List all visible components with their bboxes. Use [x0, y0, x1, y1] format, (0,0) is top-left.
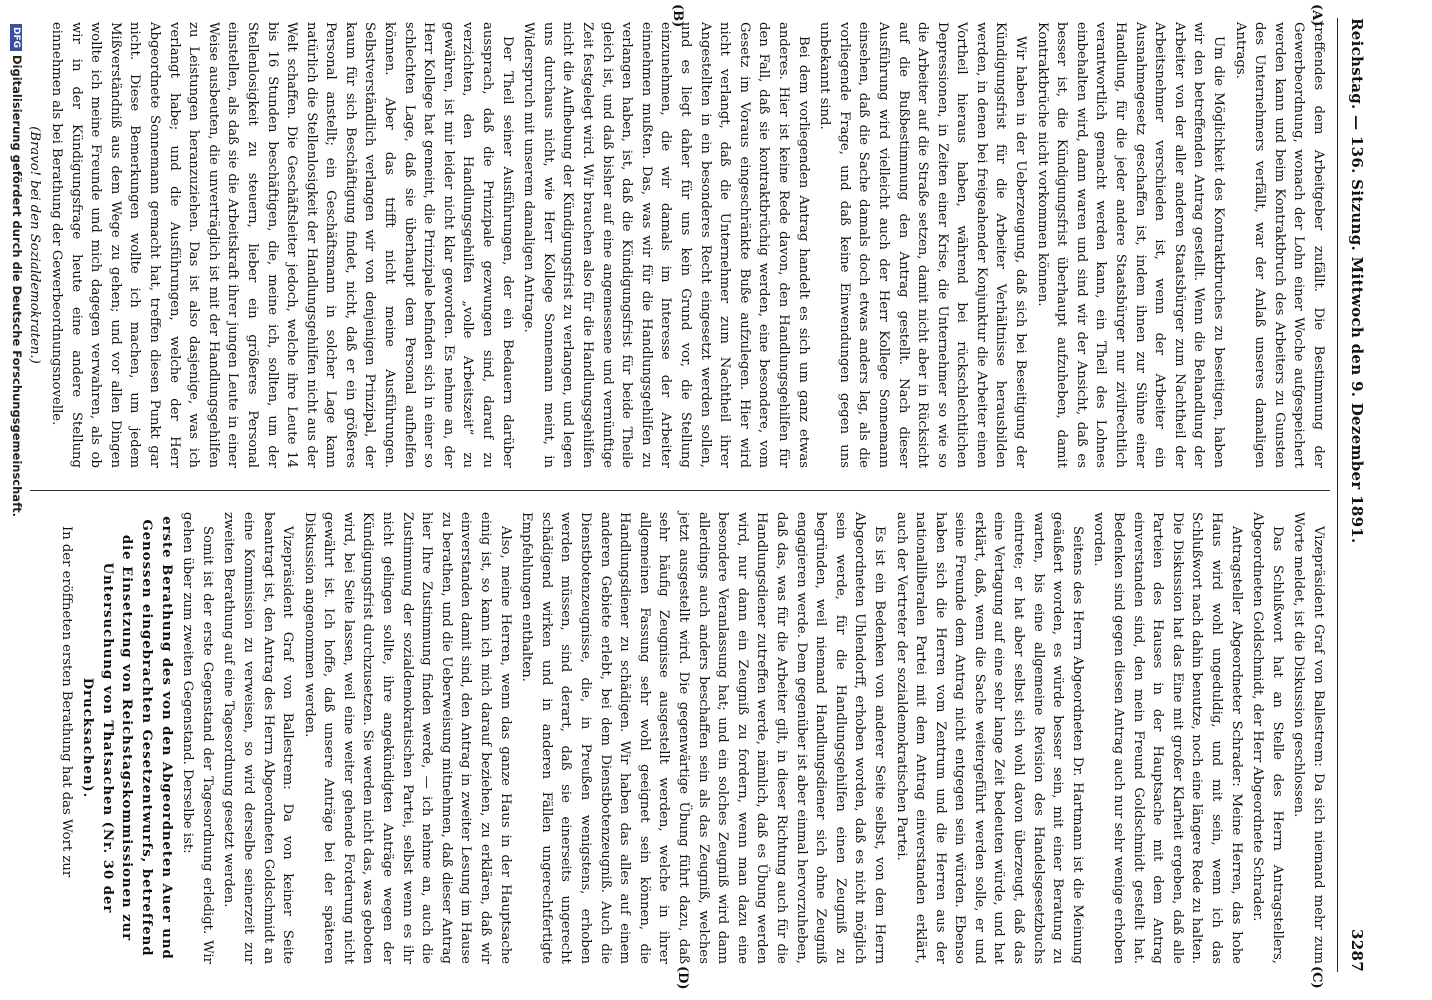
paragraph: Der Theil seiner Ausführungen, der ein Bedauern darüber aussprach, daß die Prinzipale gezwungen sind, darauf zu verzichten, den Handlungsgehilfen „volle Arbeitszeit“ zu gewähren, ist mir leider nicht klar geworden. Es nehme an, der Herr Kollege hat gemeint, die Prinzipale befinden sich in einer so schlechten Lage, daß sie überhaupt dem Personal aufhelfen können. Aber das trifft nicht meine Ausführungen. Selbstverständlich verlangen wir von denjenigen Prinzipal, der kaum für sich Beschäftigung findet, nicht, daß er ein größeres Personal anstellt; ein Geschäftsmann in solcher Lage kann natürlich die Stellenlosigkeit der Handlungsgehilfen nicht aus der Welt schaffen. Die Geschäftsleiter jedoch, welche ihre Leute 14 bis 16 Stunden beschäftigen, die, meine ich, sollten, um der Stellenlosigkeit zu steuern, lieber ein größeres Personal einstellen, als daß sie die Arbeitskraft ihrer jungen Leute in einer Weise ausbeuten, die unverträglich ist mit der Handlungsgehilfen zu Leistungen heranzuziehen. Das ist also dasjenige, was ich verlangt habe; und die Ausführungen, welche der Herr Abgeordnete Sonnemann gemacht hat, treffen diesen Punkt gar nicht. Diese Bemerkungen wollte ich machen, um jedem Mißverständniß aus dem Wege zu gehen; und vor allen Dingen wollte ich meine Freunde und mich dagegen verwahren, als ob wir in der Kündigungsfrage heute eine andere Stellung einnehmen als bei Berathung der Gewerbeordnungsnovelle. [49, 22, 515, 468]
paragraph: treffendes dem Arbeitgeber zufällt. Die Bestimmung der Gewerbeordnung, wonach der Lohn einer Woche aufgespeichert werden kann und beim Kontraktbruch des Arbeiters zu Gunsten des Unternehmers verfällt, war der Anlaß unseres damaligen Antrags. [1232, 22, 1326, 468]
paragraph: Das Schlußwort hat an Stelle des Herrn Antragstellers, Abgeordneten Goldschmidt, der Herr Abgeordnete Schrader. [1250, 512, 1285, 964]
paragraph: Vizepräsident Graf von Ballestrem: Da von keiner Seite beantragt ist, den Antrag des Herrn Abgeordneten Goldschmidt an eine Kommission zu verweisen, so wird derselbe seinerzeit zur zweiten Berathung auf eine Tagesordnung gesetzt werden. [221, 512, 296, 964]
margin-mark-c: (C) [1309, 966, 1324, 989]
margin-mark-b: (B) [670, 4, 685, 28]
margin-mark-d: (D) [675, 966, 690, 990]
funding-text: Digitalisierung gefördert durch die Deutsche Forschungsgemeinschaft. [10, 55, 24, 517]
right-column [38, 512, 1328, 964]
page-number: 3287 [1348, 929, 1366, 972]
running-head: Reichstag. — 136. Sitzung. Mittwoch den 9. Dezember 1891. [1348, 18, 1366, 544]
paragraph: Also, meine Herren, wenn das ganze Haus in der Hauptsache einig ist, so kann ich mich darauf beziehen, zu erklären, daß wir einverstanden damit sind, den Antrag in zweiter Lesung im Hause zu berathen, und die Ueberweisung mitnehmen, daß dieser Antrag hier Ihre Zustimmung finden werde, — ich nehme an, auch die Zustimmung der sozialdemokratischen Partei, selbst wenn es ihr nicht gelingen sollte, ihre angekündigten Anträge wegen der Kündigungsfrist durchzusetzen. Sie werden nicht das, was geboten wird, bei Seite lassen, weil eine weiter gehende Forderung nicht gewährt ist. Ich hoffe, daß unsere Anträge bei der späteren Diskussion angenommen werden. [301, 512, 513, 964]
margin-mark-a: (A) [1309, 4, 1324, 27]
left-column [27, 22, 1328, 468]
paragraph: Es ist ein Bedenken von anderer Seite selbst, von dem Herrn Abgeordneten Uhlendorff, erhoben worden, daß es nicht möglich sein werde, für die Handlungsgehilfen einen Zeugniß zu begründen, weil niemand Handlungsdiener sich ohne Zeugniß engagieren werde. Dem gegenüber ist aber einmal hervorzuheben, daß das, was für die Arbeiter gilt, in dieser Richtung auch für die Handlungsdiener zutreffen werde, nämlich, daß es Übung werden wird, nur dann ein Zeugniß zu fordern, wenn man dazu eine besondere Veranlassung hat; und ein solches Zeugniß wird dann allerdings auch anders beschaffen sein als das Zeugniß, welches jetzt ausgestellt wird. Die gegenwärtige Übung führt dazu, daß sehr häufig Zeugnisse ausgestellt werden, welche in ihrer allgemeinen Fassung sehr wohl geeignet sein können, die Handlungsdiener zu schädigen. Wir haben das alles auf einem anderen Gebiete erlebt, bei dem Dienstbotenzeugniß. Auch die Dienstbotenzeugnisse, die, in Preußen wenigstens, erhoben werden müssen, sind derart, daß sie einerseits ungerecht schädigend wirken und in anderen Fällen ungerechtfertigte Empfehlungen enthalten. [519, 512, 887, 964]
paragraph: Bei dem vorliegenden Antrag handelt es sich um ganz etwas anderes. Hier ist keine Rede davon, den Handlungsgehilfen für den Fall, daß sie kontraktbrüchig werden, eine besondere, vom Gesetz im Voraus eingeschränkte Buße aufzulegen. Hier wird nicht verlangt, daß die Unternehmer zum Nachtheil ihrer Angestellten in ein besonderes Recht eingesetzt werden sollen, und es liegt daher für uns kein Grund vor, die Stellung einzunehmen, die wir damals im Interesse der Arbeiter einnehmen mußten. Das, was wir für die Handlungsgehilfen zu verlangen haben, ist, daß die Kündigungsfrist für beide Theile gleich ist, und daß bisher auf eine angemessene und vernünftige Zeit festgelegt wird. Wir brauchen also für die Handlungsgehilfen nicht die Aufhebung der Kündigungsfrist zu verlangen, und legen uns durchaus nicht, wie Herr Kollege Sonnemann meint, in Widerspruch mit unserem damaligen Antrage. [521, 22, 811, 468]
paragraph: Seitens des Herrn Abgeordneten Dr. Hartmann ist die Meinung geäußert worden, es würde besser sein, mit einer Beratung zu warten, bis eine allgemeine Revision des Handelsgesetzbuchs eintrete; er hat aber selbst sich wohl davon überzeugt, daß das eine Vertagung auf eine sehr lange Zeit bedeuten würde, und hat erklärt, daß, wenn die Sache weitergeführt werden solle, er und seine Freunde dem Antrag nicht entgegen sein würden. Ebenso haben sich die Herren vom Zentrum und die Herren aus der nationalliberalen Partei mit dem Antrag einverstanden erklärt, auch der Vertreter der sozialdemokratischen Partei. [893, 512, 1085, 964]
applause-note: (Bravo! bei den Sozialdemokraten.) [27, 126, 43, 364]
digitization-note [10, 24, 24, 517]
column-divider [30, 490, 1330, 491]
page-header [1340, 18, 1366, 972]
paragraph: Antragsteller Abgeordneter Schrader: Meine Herren, das hohe Haus wird wohl ungeduldig, und mit sein, wenn ich das Schlußwort nach dahin benutze, noch eine längere Rede zu halten. Die Diskussion hat das Eine mit großer Klarheit ergeben, daß alle Parteien des Hauses in der Hauptsache mit dem Antrag einverstanden sind, den mein Freund Goldschmidt gestellt hat. Bedenken sind gegen diesen Antrag auch nur sehr wenige erhoben worden. [1091, 512, 1244, 964]
paragraph: Somit ist der erste Gegenstand der Tagesordnung erledigt. Wir gehen über zum zweiten Gegenstand. Derselbe ist: [180, 512, 215, 964]
paragraph: Vizepräsident Graf von Ballestrem: Da sich niemand mehr zum Worte meldet, ist die Diskussion geschlossen. [1291, 512, 1326, 964]
header-rule [1337, 18, 1338, 972]
paragraph: Wir haben in der Ueberzeugung, daß sich bei Beseitigung der Kündigungsfrist für die Arbeiter Verhältnisse herausbilden werden, in denen bei freigeahender Konjunktur die Arbeiter einen Vortheil hieraus haben, während bei rückschlechtlichen Depressionen, in Zeiten einer Krise, die Unternehmer so wie so die Arbeiter auf die Straße setzen, damit nicht aber in Rücksicht auf die Bußbestimmung den Antrag gestellt. Nach dieser Ausführung wird vielleicht auch der Herr Kollege Sonnemann einsehen, daß die Sache damals doch etwas anders lag, als die vorliegende Frage, und daß keine Einwendungen gegen uns unbekannt sind. [817, 22, 1029, 468]
dfg-logo: DFG [11, 24, 23, 51]
paragraph: In der eröffneten ersten Berathung hat das Wort zur [58, 526, 74, 878]
agenda-item: erste Berathung des von den Abgeordneten Auer und Genossen eingebrachten Gesetzentwurfs, betreffend die Einsetzung von Reichstagskommissionen zur Untersuchung von Thatsachen (Nr. 30 der Drucksachen). [80, 516, 174, 960]
paragraph: Um die Möglichkeit des Kontraktbruches zu beseitigen, haben wir den betreffenden Antrag gestellt. Wenn die Behandlung der Arbeiter von der aller anderen Staatsbürger zum Nachtheil der Arbeitsnehmer verschieden ist, wenn der Arbeiter ein Ausnahmegesetz geschaffen ist, indem ihnen zur Sühne einer Handlung, für die jeder andere Staatsbürger nur zivilrechtlich verantwortlich gemacht werden kann, ein Theil des Lohnes einbehalten wird, dann waren und sind wir der Ansicht, daß es besser ist, die Kündigungsfrist überhaupt aufzuheben, damit Kontraktbrüche nicht vorkommen können. [1034, 22, 1227, 468]
